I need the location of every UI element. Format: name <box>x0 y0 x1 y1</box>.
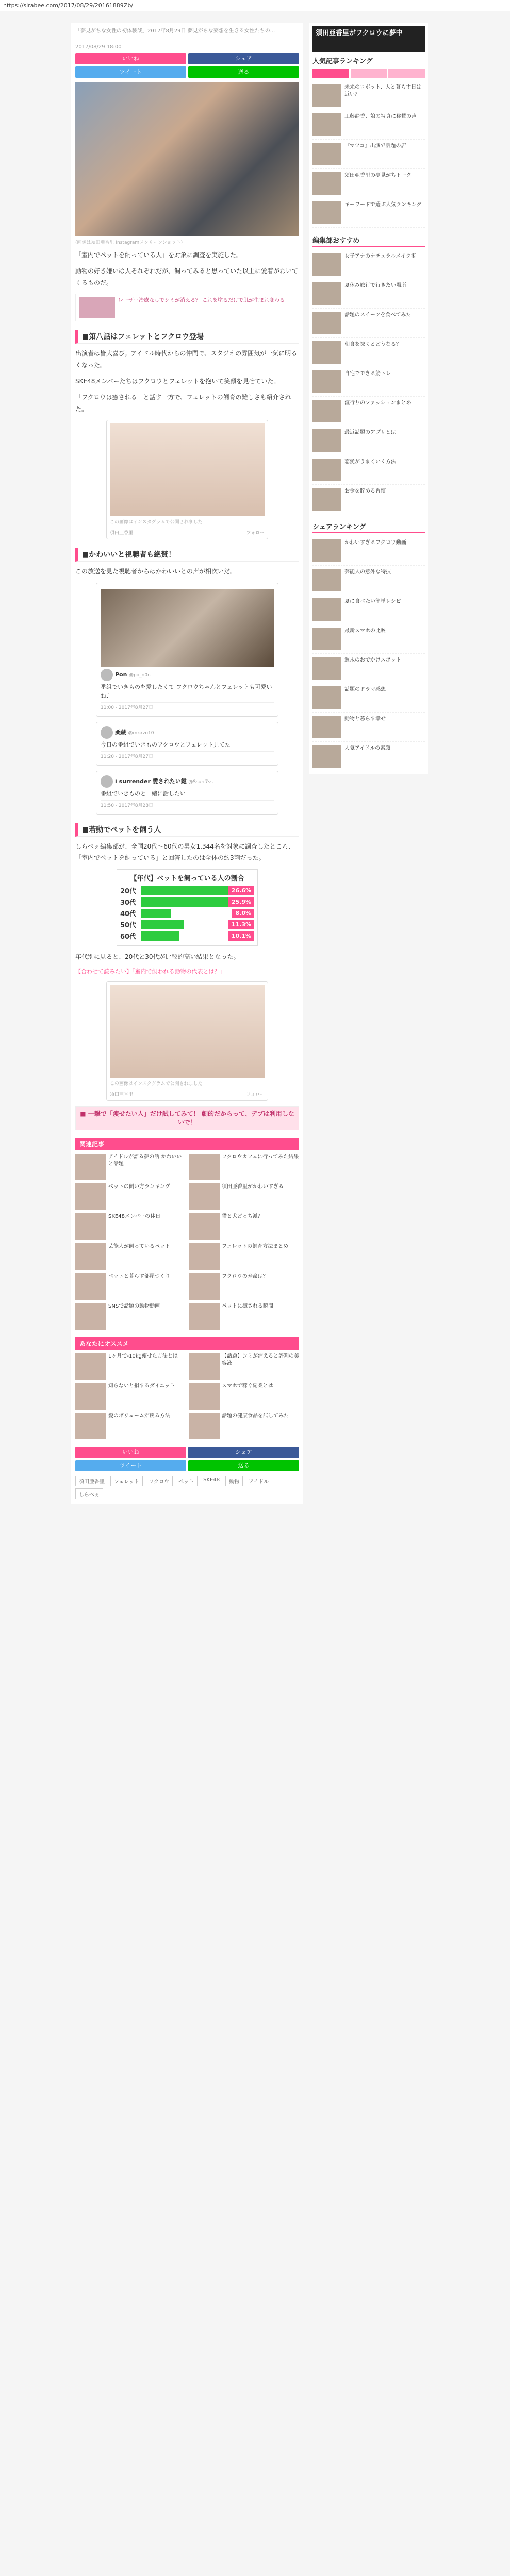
bar-row <box>120 886 254 895</box>
instagram-embed[interactable] <box>106 420 268 539</box>
intro-paragraph: 「室内でペットを飼っている人」を対象に調査を実施した。 <box>75 251 243 259</box>
editor-item[interactable] <box>312 309 425 338</box>
tweet-card[interactable] <box>96 722 278 766</box>
related-item-thumb <box>75 1183 106 1210</box>
breadcrumb: 「夢見がちな女性の初体験談」2017年8月29日 夢見がちな妄想を生きる女性たちの... <box>75 28 275 34</box>
url-bar[interactable]: https://sirabee.com/2017/08/29/20161889Zb/ <box>0 0 510 11</box>
bar-track <box>141 920 254 929</box>
embed-image <box>110 423 265 516</box>
share-rank-item[interactable] <box>312 624 425 654</box>
related-item-title: 芸能人が飼っているペット <box>108 1244 170 1250</box>
share-rank-item-title: 動物と暮らす幸せ <box>344 716 386 722</box>
share-rank-item-thumb <box>312 539 341 562</box>
ranking-list <box>312 81 425 228</box>
editor-item-title: 女子アナのナチュラルメイク術 <box>344 253 416 259</box>
recommend-item[interactable] <box>189 1413 299 1439</box>
avatar <box>101 669 113 681</box>
editor-item-title: 自宅でできる筋トレ <box>344 371 391 377</box>
tweet-text: 今日の番組でいきものフクロウとフェレット見てた <box>101 741 231 748</box>
editor-item-title: 流行りのファッションまとめ <box>344 400 412 406</box>
related-item-title: ペットに癒される瞬間 <box>222 1303 273 1310</box>
related-item-thumb <box>75 1273 106 1300</box>
section-paragraph: 年代別に見ると、20代と30代が比較的高い結果となった。 <box>75 953 240 961</box>
editor-item[interactable] <box>312 250 425 279</box>
like-button[interactable]: いいね <box>75 1447 186 1458</box>
recommend-item-thumb <box>189 1413 220 1439</box>
related-heading: 関連記事 <box>75 1138 299 1150</box>
bar-row <box>120 931 254 941</box>
recommend-item-thumb <box>75 1383 106 1410</box>
bar <box>141 931 179 941</box>
section-paragraph: しらべぇ編集部が、全国20代〜60代の男女1,344名を対象に調査したところ、「室内でペットを飼っている」と回答したのは全体の約3割だった。 <box>75 842 294 862</box>
ranking-item-thumb <box>312 113 341 136</box>
editor-item-thumb <box>312 312 341 334</box>
ranking-item[interactable] <box>312 198 425 228</box>
section-paragraph: 出演者は皆大喜び。アイドル時代からの仲間で、スタジオの雰囲気が一気に明るくなった。 <box>75 350 298 369</box>
recommend-item-title: 【話題】シミが消えると評判の美容液 <box>222 1353 299 1366</box>
share-row-bottom2 <box>75 1460 299 1471</box>
share-rank-item-title: 芸能人の意外な特技 <box>344 569 391 575</box>
share-rank-item-title: 最新スマホの比較 <box>344 628 386 634</box>
ranking-tab[interactable] <box>351 69 387 78</box>
ranking-item[interactable] <box>312 140 425 169</box>
editor-item-thumb <box>312 253 341 276</box>
bar <box>141 920 184 929</box>
ranking-item-thumb <box>312 143 341 165</box>
recommend-item-title: 知らないと損するダイエット <box>108 1383 175 1389</box>
share-row-bottom <box>75 1447 299 1458</box>
tweet-user: Pon <box>115 671 127 679</box>
editor-item-title: 朝食を抜くとどうなる？ <box>344 342 401 347</box>
tag[interactable]: しらべぇ <box>75 1488 103 1499</box>
embed-user[interactable]: 須田亜香里 <box>110 531 134 536</box>
related-item-title: SKE48メンバーの休日 <box>108 1214 161 1220</box>
article <box>71 23 303 1504</box>
share-row-top <box>75 53 299 64</box>
related-item-title: フクロウカフェに行ってみた結果 <box>222 1154 299 1160</box>
editor-item-title: 話題のスイーツを食べてみた <box>344 312 412 318</box>
related-item[interactable] <box>189 1273 299 1300</box>
tweet-user: 桑蔵 <box>115 728 126 736</box>
editor-title: 編集部おすすめ <box>312 235 425 247</box>
recommend-item-thumb <box>75 1353 106 1380</box>
ranking-item[interactable] <box>312 81 425 110</box>
editor-list <box>312 250 425 514</box>
intro-paragraph: 動物の好き嫌いは人それぞれだが、飼ってみると思っていた以上に愛着がわいてくるものだ。 <box>75 267 299 286</box>
tweet-image <box>101 589 274 667</box>
editor-item-thumb <box>312 488 341 511</box>
tweet-footer: 11:50 - 2017年8月28日 <box>101 800 274 810</box>
editor-item[interactable] <box>312 397 425 426</box>
tweet-card[interactable] <box>96 583 278 717</box>
share-rank-title: シェアランキング <box>312 521 425 533</box>
related-item-title: アイドルが語る夢の話 かわいいと話題 <box>108 1154 182 1167</box>
chart-title: 【年代】ペットを飼っている人の割合 <box>130 875 244 883</box>
tweet-footer: 11:20 - 2017年8月27日 <box>101 751 274 761</box>
ranking-item[interactable] <box>312 110 425 140</box>
share-rank-item[interactable] <box>312 536 425 566</box>
section-heading: ■第八話はフェレットとフクロウ登場 <box>75 330 299 344</box>
survey-chart <box>117 869 258 946</box>
bar <box>141 909 171 918</box>
recommend-item-title: 1ヶ月で-10kg痩せた方法とは <box>108 1353 178 1360</box>
related-grid <box>75 1154 299 1330</box>
tweet-handle: @mkxzo10 <box>128 730 154 736</box>
ranking-item-title: キーワードで選ぶ人気ランキング <box>344 202 422 208</box>
embed-user[interactable]: 須田亜香里 <box>110 1092 134 1097</box>
section-paragraph: SKE48メンバーたちはフクロウとフェレットを抱いて笑顔を見せていた。 <box>75 377 280 385</box>
line-button[interactable]: 送る <box>188 1460 299 1471</box>
promo-text: レーザー治療なしでシミが消える？ これを塗るだけで肌が生まれ変わる <box>118 298 285 304</box>
related-item[interactable] <box>75 1273 186 1300</box>
promo-card[interactable] <box>75 1106 299 1131</box>
related-item-thumb <box>189 1213 220 1240</box>
tag[interactable]: フクロウ <box>145 1476 173 1486</box>
related-item-thumb <box>75 1213 106 1240</box>
bar-label: 30代 <box>120 899 137 907</box>
recommend-item[interactable] <box>189 1353 299 1380</box>
related-item-thumb <box>75 1303 106 1330</box>
related-item[interactable] <box>189 1303 299 1330</box>
recommend-item-thumb <box>189 1353 220 1380</box>
bar-value-label: 26.6% <box>228 886 254 895</box>
recommend-item[interactable] <box>75 1383 186 1410</box>
bar-label: 60代 <box>120 933 137 941</box>
recommend-item[interactable] <box>189 1383 299 1410</box>
related-item[interactable] <box>75 1213 186 1240</box>
related-item[interactable] <box>75 1154 186 1180</box>
bar-track <box>141 931 254 941</box>
recommend-grid <box>75 1353 299 1439</box>
share-rank-item[interactable] <box>312 683 425 713</box>
sidebar <box>309 23 428 774</box>
editor-item-title: 最近話題のアプリとは <box>344 430 396 435</box>
recommend-item-thumb <box>189 1383 220 1410</box>
like-button[interactable]: いいね <box>75 53 186 64</box>
editor-item[interactable] <box>312 455 425 485</box>
share-rank-item-title: 週末のおでかけスポット <box>344 657 401 663</box>
related-item[interactable] <box>189 1243 299 1270</box>
related-item-thumb <box>189 1303 220 1330</box>
ranking-item-thumb <box>312 201 341 224</box>
share-rank-item-title: 人気アイドルの素顔 <box>344 745 391 751</box>
tweet-text: 番組でいきものと一緒に話したい <box>101 790 186 797</box>
bar-label: 40代 <box>120 910 137 919</box>
bar-row <box>120 920 254 929</box>
recommend-item-thumb <box>75 1413 106 1439</box>
sidebar-banner[interactable]: 須田亜香里がフクロウに夢中 <box>312 26 425 52</box>
related-item-title: 須田亜香里がかわいすぎる <box>222 1184 284 1190</box>
bar <box>141 897 239 907</box>
bar-value-label: 8.0% <box>232 909 254 918</box>
tag[interactable]: ペット <box>175 1476 198 1486</box>
editor-item[interactable] <box>312 426 425 455</box>
related-item[interactable] <box>75 1303 186 1330</box>
embed-caption: この画像はインスタグラムで公開されました <box>110 1081 203 1087</box>
related-item-title: 猫と犬どっち派？ <box>222 1214 263 1220</box>
share-rank-item-thumb <box>312 745 341 768</box>
ranking-title: 人気記事ランキング <box>312 58 373 65</box>
promo-thumb <box>79 297 115 318</box>
chart-bars <box>120 886 254 941</box>
ranking-item[interactable] <box>312 169 425 198</box>
related-item-thumb <box>189 1154 220 1180</box>
ranking-item-title: 『マツコ』出演で話題の店 <box>344 143 406 149</box>
share-rank-item-thumb <box>312 657 341 680</box>
tweet-button[interactable]: ツイート <box>75 1460 186 1471</box>
section-paragraph: 「フクロウは癒される」と話す一方で、フェレットの飼育の難しさも紹介された。 <box>75 393 291 413</box>
editor-item[interactable] <box>312 279 425 309</box>
share-rank-item-title: 話題のドラマ感想 <box>344 687 386 692</box>
related-item-title: フクロウの寿命は？ <box>222 1274 268 1280</box>
bar-row <box>120 897 254 907</box>
embed-image <box>110 985 265 1078</box>
editor-item-thumb <box>312 282 341 305</box>
share-rank-item[interactable] <box>312 595 425 624</box>
tweet-button[interactable]: ツイート <box>75 66 186 78</box>
tag[interactable]: フェレット <box>110 1476 143 1486</box>
ranking-tabs <box>312 69 425 78</box>
section-heading: ■かわいいと視聴者も絶賛！ <box>75 548 299 562</box>
related-item-thumb <box>189 1243 220 1270</box>
tweet-user: i surrender 愛されたい鍵 <box>115 777 187 785</box>
editor-item-title: 恋愛がうまくいく方法 <box>344 459 396 465</box>
share-rank-item-thumb <box>312 569 341 591</box>
editor-item-thumb <box>312 341 341 364</box>
tag-list <box>75 1476 299 1499</box>
tweet-handle: @Ssurr7ss <box>188 779 213 785</box>
bar-label: 50代 <box>120 922 137 930</box>
ranking-item-thumb <box>312 84 341 107</box>
editor-item-thumb <box>312 370 341 393</box>
facebook-share-button[interactable]: シェア <box>188 1447 299 1458</box>
recommend-item-title: スマホで稼ぐ副業とは <box>222 1383 273 1389</box>
avatar <box>101 775 113 788</box>
related-item[interactable] <box>189 1213 299 1240</box>
related-item[interactable] <box>189 1183 299 1210</box>
share-rank-item-title: かわいすぎるフクロウ動画 <box>344 540 406 546</box>
tweet-handle: @po_n0n <box>128 673 151 679</box>
editor-item[interactable] <box>312 485 425 514</box>
related-item-title: SNSで話題の動物動画 <box>108 1303 160 1310</box>
ranking-item-title: 工藤静香、娘の写真に称賛の声 <box>344 114 417 120</box>
recommend-item-title: 髪のボリュームが戻る方法 <box>108 1413 170 1419</box>
promo-card[interactable] <box>75 294 299 321</box>
follow-button[interactable]: フォロー <box>246 1092 265 1097</box>
editor-item[interactable] <box>312 338 425 367</box>
editor-item-title: お金を貯める習慣 <box>344 488 386 494</box>
facebook-share-button[interactable]: シェア <box>188 53 299 64</box>
tag[interactable]: アイドル <box>245 1476 272 1486</box>
embed-caption: この画像はインスタグラムで公開されました <box>110 520 203 526</box>
related-item-thumb <box>189 1183 220 1210</box>
bar <box>141 886 241 895</box>
tag[interactable]: 動物 <box>225 1476 243 1486</box>
related-item-thumb <box>75 1154 106 1180</box>
related-item[interactable] <box>75 1183 186 1210</box>
follow-button[interactable]: フォロー <box>246 531 265 536</box>
share-rank-item[interactable] <box>312 566 425 595</box>
editor-item-thumb <box>312 459 341 481</box>
bar-label: 20代 <box>120 888 137 896</box>
tweet-card[interactable] <box>96 771 278 815</box>
share-rank-item[interactable] <box>312 713 425 742</box>
share-rank-item-thumb <box>312 628 341 650</box>
ranking-tab[interactable] <box>388 69 425 78</box>
recommend-heading: あなたにオススメ <box>75 1337 299 1350</box>
editor-item-title: 夏休み旅行で行きたい場所 <box>344 283 406 289</box>
share-row-top2 <box>75 66 299 78</box>
ranking-item-title: 未来のロボット、人と暮らす日は近い？ <box>344 84 422 97</box>
tag[interactable]: 須田亜香里 <box>75 1476 108 1486</box>
bar-row <box>120 908 254 918</box>
recommend-item-title: 話題の健康食品を試してみた <box>222 1413 289 1419</box>
related-item-thumb <box>75 1243 106 1270</box>
promo-text: ■ 一撃で「痩せたい人」だけ試してみて！ 劇的だからって、デブは利用しないで！ <box>80 1110 294 1126</box>
avatar <box>101 726 113 739</box>
tweet-footer: 11:00 - 2017年8月27日 <box>101 702 274 712</box>
ranking-tab[interactable] <box>312 69 349 78</box>
related-item[interactable] <box>75 1243 186 1270</box>
bar-track <box>141 897 254 907</box>
recommend-item[interactable] <box>75 1413 186 1439</box>
editor-item[interactable] <box>312 367 425 397</box>
share-rank-list <box>312 536 425 771</box>
related-item[interactable] <box>189 1154 299 1180</box>
related-link[interactable]: 【合わせて読みたい】「室内で飼われる動物の代表とは？」 <box>75 968 226 975</box>
share-rank-item[interactable] <box>312 654 425 683</box>
instagram-embed[interactable] <box>106 981 268 1101</box>
tweet-text: 番組でいきものを愛したくて フクロウちゃんとフェレットも可愛いね♪ <box>101 684 272 699</box>
hero-image <box>75 82 299 236</box>
share-rank-item-thumb <box>312 716 341 738</box>
editor-item-thumb <box>312 400 341 422</box>
share-rank-item-thumb <box>312 686 341 709</box>
related-item-title: ペットと暮らす部屋づくり <box>108 1274 170 1280</box>
line-button[interactable]: 送る <box>188 66 299 78</box>
tag[interactable]: SKE48 <box>200 1476 223 1486</box>
ranking-item-thumb <box>312 172 341 195</box>
editor-item-thumb <box>312 429 341 452</box>
ranking-item-title: 須田亜香里の夢見がちトーク <box>344 173 412 178</box>
section-heading: ■若動でペットを飼う人 <box>75 823 299 837</box>
article-date: 2017/08/29 18:00 <box>75 44 122 50</box>
bar-value-label: 10.1% <box>228 931 254 941</box>
bar-track <box>141 886 254 895</box>
related-item-title: フェレットの飼育方法まとめ <box>222 1244 289 1250</box>
share-rank-item-thumb <box>312 598 341 621</box>
share-rank-item[interactable] <box>312 742 425 771</box>
bar-track <box>141 909 254 918</box>
section-paragraph: この放送を見た視聴者からはかわいいとの声が相次いだ。 <box>75 568 237 575</box>
hero-caption: (画像は須田亜香里 Instagramスクリーンショット) <box>75 240 183 245</box>
bar-value-label: 25.9% <box>228 897 254 907</box>
related-item-thumb <box>189 1273 220 1300</box>
related-item-title: ペットの飼い方ランキング <box>108 1184 170 1190</box>
recommend-item[interactable] <box>75 1353 186 1380</box>
share-rank-item-title: 夏に食べたい簡単レシピ <box>344 599 401 604</box>
bar-value-label: 11.3% <box>228 920 254 929</box>
